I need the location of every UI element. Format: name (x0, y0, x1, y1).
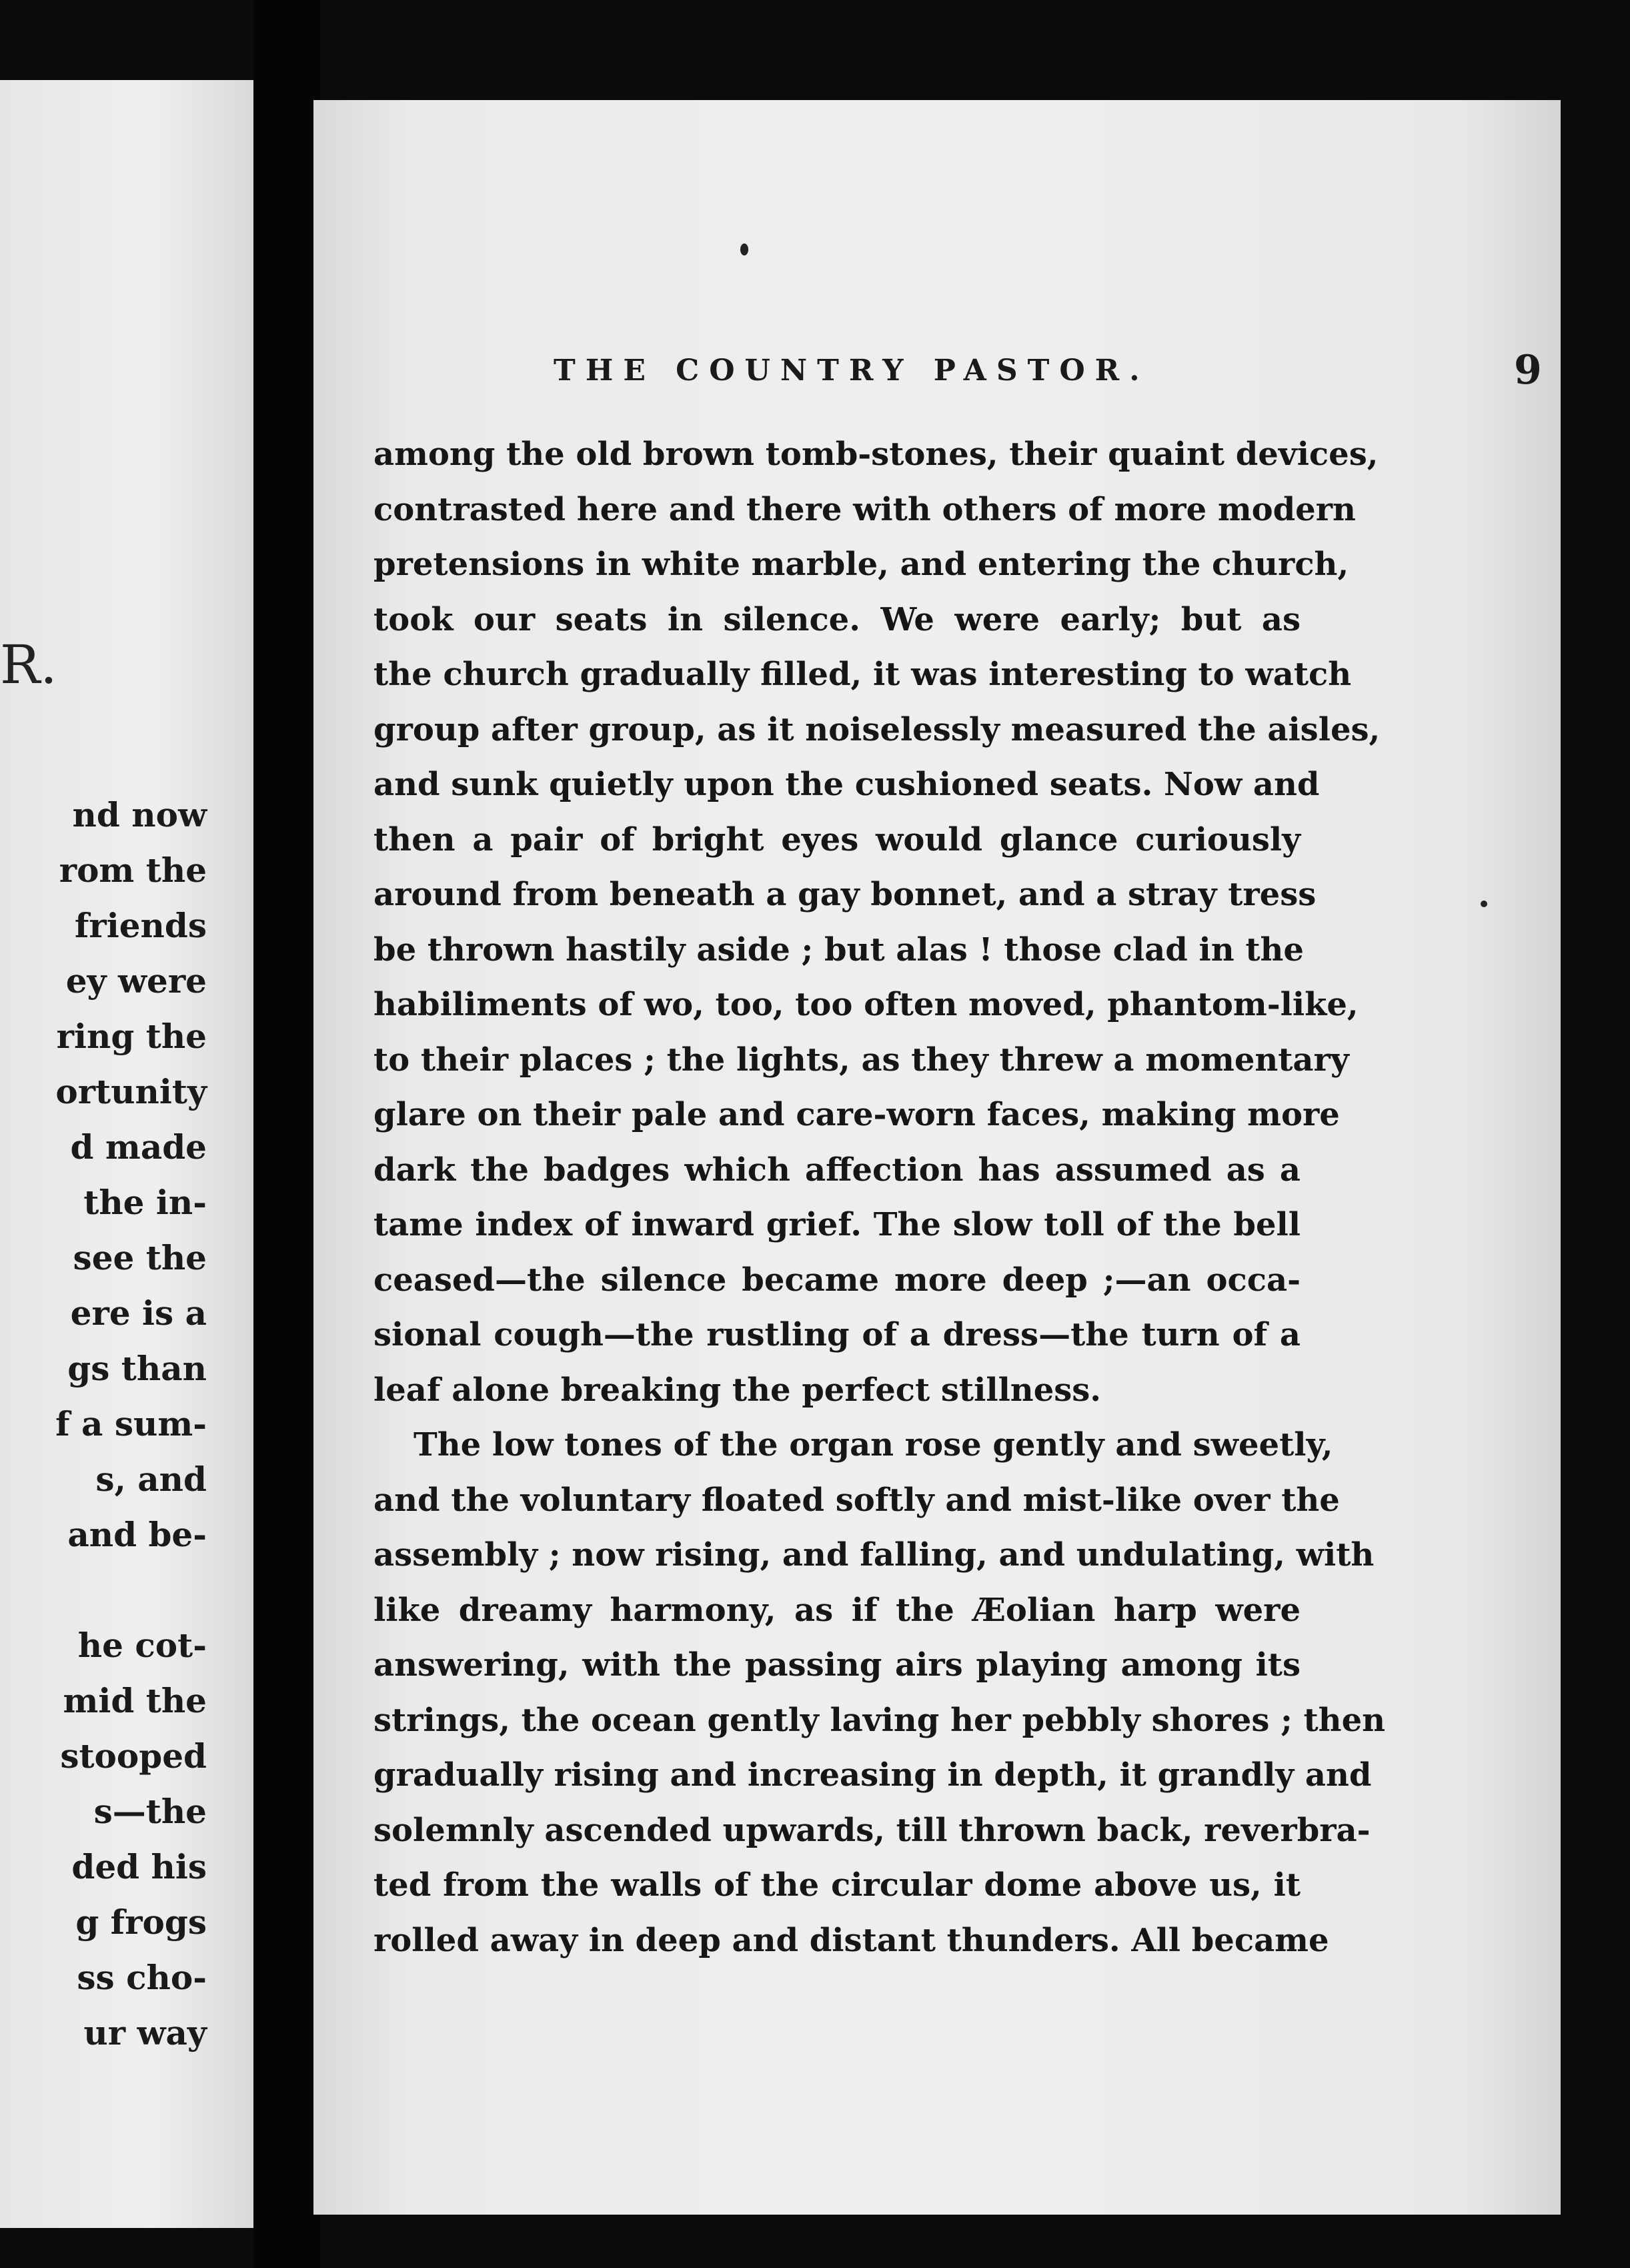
left-facing-page (0, 80, 253, 2228)
left-page-line: mid the (63, 1681, 207, 1720)
text-line: ted from the walls of the circular dome above us, it (373, 1866, 1301, 1904)
left-page-line: ring the (56, 1017, 207, 1056)
paragraph (373, 427, 1381, 1418)
left-page-line (55, 1562, 207, 1618)
left-page-line: the in- (83, 1183, 207, 1222)
text-line: gradually rising and increasing in depth, it grandly and (373, 1756, 1372, 1794)
text-line: the church gradually filled, it was interesting to watch (373, 656, 1352, 693)
text-line: leaf alone breaking the perfect stillness. (373, 1371, 1101, 1409)
text-line: solemnly ascended upwards, till thrown back, reverbra- (373, 1811, 1371, 1849)
text-line: like dreamy harmony, as if the Æolian harp were (373, 1591, 1301, 1629)
text-line: answering, with the passing airs playing among its (373, 1646, 1301, 1684)
text-line: ceased—the silence became more deep ;—an occa- (373, 1261, 1301, 1299)
text-line: be thrown hastily aside ; but alas ! those clad in the (373, 931, 1304, 969)
ink-speck (1481, 901, 1487, 907)
left-page-line: gs than (67, 1349, 207, 1388)
paragraph (373, 1418, 1386, 1968)
left-page-line: f a sum- (55, 1404, 207, 1444)
text-line: and the voluntary floated softly and mist-like over the (373, 1481, 1340, 1519)
left-page-line: s, and (95, 1460, 207, 1499)
text-line: glare on their pale and care-worn faces, making more (373, 1096, 1340, 1133)
left-page-line: rom the (59, 851, 207, 890)
text-line: rolled away in deep and distant thunders. All became (373, 1921, 1329, 1959)
text-line: among the old brown tomb-stones, their quaint devices, (373, 436, 1379, 473)
left-page-line: ded his (71, 1847, 207, 1886)
text-line: to their places ; the lights, as they threw a momentary (373, 1041, 1349, 1079)
left-page-line: ur way (83, 2013, 207, 2053)
running-head (554, 347, 1554, 394)
text-line: around from beneath a gay bonnet, and a stray tress (373, 876, 1317, 913)
left-page-line: g frogs (75, 1902, 207, 1942)
text-line: sional cough—the rustling of a dress—the turn of a (373, 1316, 1301, 1353)
text-line: contrasted here and there with others of more modern (373, 490, 1356, 528)
left-page-text-fragments (55, 787, 207, 2061)
left-page-line: see the (73, 1238, 207, 1277)
left-page-line: stooped (60, 1736, 207, 1776)
left-page-line: d made (70, 1127, 207, 1167)
book-gutter (253, 0, 320, 2268)
left-page-line: ey were (65, 961, 207, 1001)
text-line: The low tones of the organ rose gently and sweetly, (414, 1426, 1333, 1464)
left-page-line: ortunity (55, 1072, 207, 1111)
text-line: then a pair of bright eyes would glance curiously (373, 820, 1301, 859)
left-page-line: he cot- (77, 1626, 207, 1665)
page-number: 9 (1514, 347, 1542, 394)
left-page-line: and be- (67, 1515, 207, 1554)
text-line: took our seats in silence. We were early; but as (373, 600, 1301, 638)
ink-speck (740, 243, 748, 255)
text-line: pretensions in white marble, and entering the church, (373, 546, 1349, 583)
left-page-line: ss cho- (77, 1958, 207, 1997)
left-page-line: ere is a (70, 1293, 207, 1333)
page-body-text (373, 427, 1386, 1968)
left-page-line: s—the (93, 1792, 207, 1831)
text-line: tame index of inward grief. The slow toll of the bell (373, 1206, 1301, 1243)
text-line: and sunk quietly upon the cushioned seats. Now and (373, 766, 1320, 803)
left-page-line: nd now (72, 795, 207, 834)
book-page (313, 100, 1561, 2215)
text-line: dark the badges which affection has assumed as a (373, 1151, 1301, 1189)
text-line: habiliments of wo, too, too often moved, phantom-like, (373, 986, 1359, 1023)
left-page-heading-fragment: R. (0, 634, 57, 696)
left-page-line: friends (74, 906, 207, 945)
text-line: group after group, as it noiselessly measured the aisles, (373, 710, 1381, 748)
text-line: strings, the ocean gently laving her pebbly shores ; then (373, 1701, 1386, 1739)
text-line: assembly ; now rising, and falling, and undulating, with (373, 1536, 1375, 1574)
running-head-title: THE COUNTRY PASTOR. (554, 354, 1150, 388)
